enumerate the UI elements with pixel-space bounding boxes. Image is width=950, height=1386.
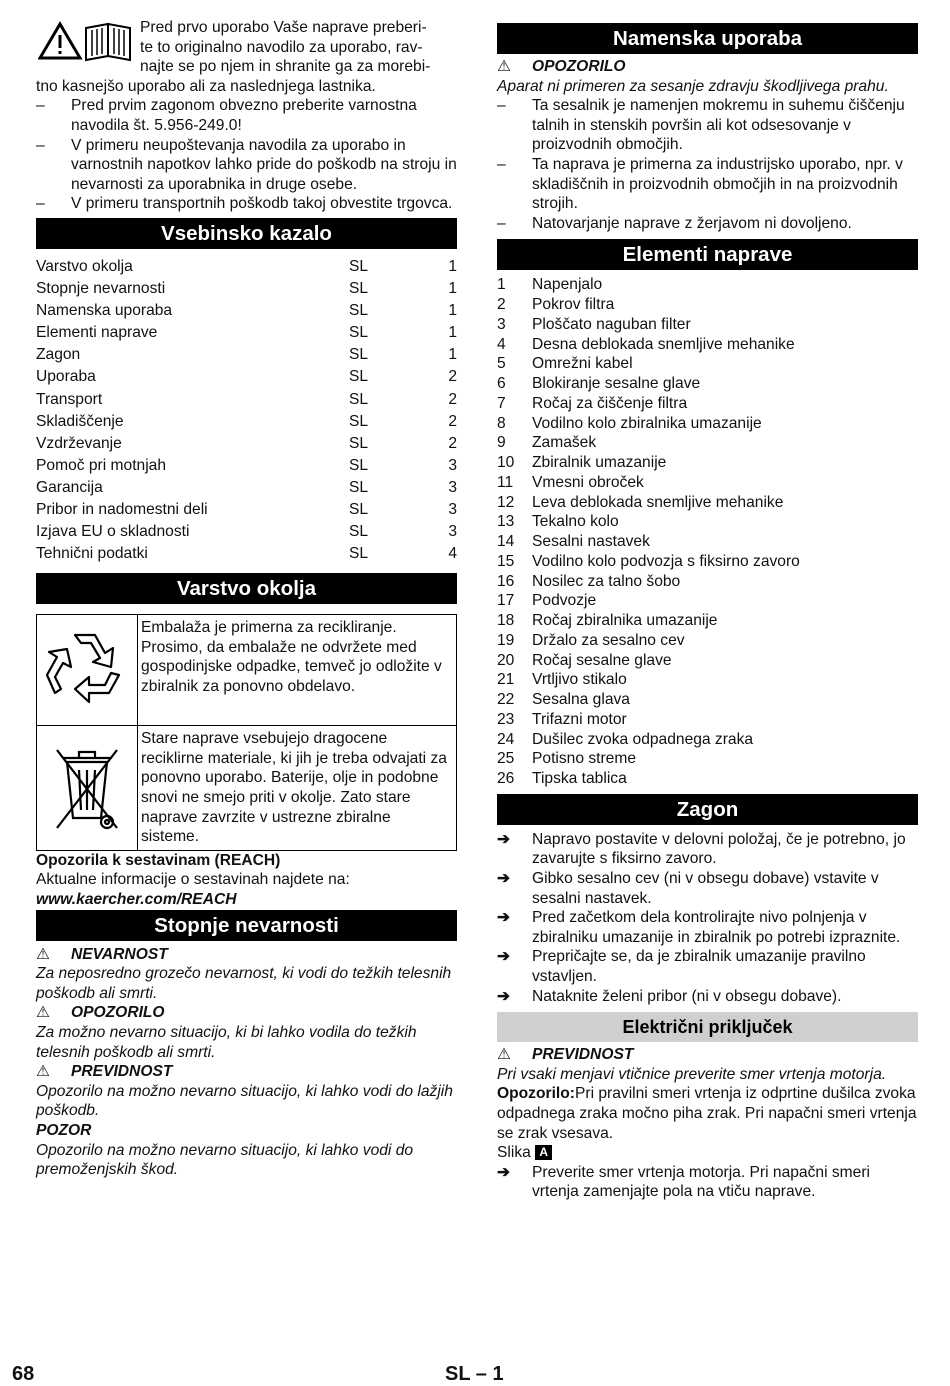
- note-text: Pri pravilni smeri vrtenja iz odprtine dušilca zvoka odpadnega zraka močno piha zrak. Pri napačni smeri vrtenja se zrak vsesava.: [497, 1085, 917, 1142]
- element-label: Podvozje: [532, 592, 597, 610]
- element-number: 12: [497, 493, 515, 511]
- recycle-icon: [37, 615, 138, 725]
- toc-page: 2: [448, 412, 457, 430]
- toc-heading: Vsebinsko kazalo: [36, 218, 457, 249]
- toc-page: 3: [448, 523, 457, 541]
- toc-page: 1: [448, 257, 457, 275]
- startup-step: [497, 987, 918, 1007]
- element-label: Omrežni kabel: [532, 355, 633, 373]
- element-label: Dušilec zvoka odpadnega zraka: [532, 730, 754, 748]
- toc-title: Varstvo okolja: [36, 257, 133, 275]
- element-number: 17: [497, 592, 515, 610]
- element-number: 26: [497, 770, 515, 788]
- read-manual-icon: [38, 20, 134, 62]
- element-label: Vmesni obroček: [532, 473, 644, 491]
- element-label: Ročaj za čiščenje filtra: [532, 394, 688, 412]
- element-item: [497, 532, 918, 552]
- hazard-label-warning: [36, 1003, 457, 1023]
- toc-code: SL: [349, 346, 369, 364]
- left-column: [36, 18, 457, 1180]
- element-number: 20: [497, 651, 515, 669]
- intended-use-block: [497, 57, 918, 233]
- toc-page: 1: [448, 324, 457, 342]
- element-label: Držalo za sesalno cev: [532, 631, 685, 649]
- intended-use-warning-text: Aparat ni primeren za sesanje zdravju škodljivega prahu.: [497, 77, 889, 95]
- toc-code: SL: [349, 434, 369, 452]
- intended-use-heading: Namenska uporaba: [497, 23, 918, 54]
- caution-label: PREVIDNOST: [532, 1046, 634, 1064]
- element-label: Pokrov filtra: [532, 296, 615, 314]
- element-item: [497, 335, 918, 355]
- startup-step-text: Nataknite želeni pribor (ni v obsegu dobave).: [532, 987, 842, 1005]
- toc-code: SL: [349, 545, 369, 563]
- element-label: Tipska tablica: [532, 770, 627, 788]
- note-label: Opozorilo:: [497, 1085, 575, 1103]
- element-item: [497, 552, 918, 572]
- warning-icon: ⚠: [497, 1046, 511, 1064]
- hazard-label-danger: [36, 945, 457, 965]
- electrical-note: [497, 1084, 918, 1143]
- arrow-right-icon: ➔: [497, 1163, 511, 1181]
- environment-row-recycle: [37, 615, 456, 725]
- intended-use-item-text: Ta sesalnik je namenjen mokremu in suhemu čiščenju talnih in stenskih površin ali kot odsesovanje v proizvodnih območjih.: [532, 97, 905, 154]
- intro-block: [36, 18, 457, 214]
- dash-marker: –: [36, 97, 45, 115]
- element-number: 22: [497, 691, 515, 709]
- toc-title: Stopnje nevarnosti: [36, 280, 166, 298]
- element-number: 1: [497, 276, 506, 294]
- toc-row[interactable]: [36, 433, 457, 455]
- toc-row[interactable]: [36, 389, 457, 411]
- toc-title: Namenska uporaba: [36, 302, 173, 320]
- element-label: Zamašek: [532, 434, 597, 452]
- hazard-label-caution: [36, 1062, 457, 1082]
- element-label: Desna deblokada snemljive mehanike: [532, 335, 795, 353]
- toc-page: 2: [448, 390, 457, 408]
- toc-title: Garancija: [36, 478, 103, 496]
- element-number: 5: [497, 355, 506, 373]
- element-label: Tekalno kolo: [532, 513, 619, 531]
- recycle-text: Embalaža je primerna za recikliranje. Prosimo, da embalaže ne odvržete med gospodinjske odpadke, temveč jo odložite v zbiralnik za ponovno obdelavo.: [141, 619, 442, 696]
- element-item: [497, 670, 918, 690]
- toc-page: 1: [448, 346, 457, 364]
- element-label: Zbiralnik umazanije: [532, 454, 667, 472]
- dash-marker: –: [36, 195, 45, 213]
- element-item: [497, 433, 918, 453]
- intro-item: [36, 194, 457, 214]
- manual-safety-icons: [38, 20, 134, 62]
- toc-title: Transport: [36, 390, 103, 408]
- toc-code: SL: [349, 324, 369, 342]
- element-label: Ploščato naguban filter: [532, 315, 691, 333]
- toc-code: SL: [349, 500, 369, 518]
- toc-page: 3: [448, 478, 457, 496]
- intro-item: [36, 96, 457, 135]
- dash-marker: –: [497, 155, 506, 173]
- element-label: Trifazni motor: [532, 710, 627, 728]
- element-number: 24: [497, 730, 515, 748]
- element-item: [497, 572, 918, 592]
- toc-row[interactable]: [36, 322, 457, 344]
- warning-icon: ⚠: [497, 58, 511, 75]
- element-number: 16: [497, 572, 515, 590]
- hazard-label-notice: POZOR: [36, 1121, 92, 1139]
- element-item: [497, 394, 918, 414]
- hazard-label: PREVIDNOST: [71, 1063, 173, 1081]
- element-label: Vrtljivo stikalo: [532, 671, 627, 689]
- section-page-label: [445, 1365, 504, 1385]
- arrow-right-icon: ➔: [497, 909, 511, 927]
- element-number: 13: [497, 513, 515, 531]
- intended-use-item-text: Natovarjanje naprave z žerjavom ni dovoljeno.: [532, 214, 852, 232]
- right-column: [497, 23, 918, 1202]
- element-item: [497, 631, 918, 651]
- element-number: 9: [497, 434, 506, 452]
- elements-list: [497, 275, 918, 789]
- toc-title: Vzdrževanje: [36, 434, 122, 452]
- toc-row[interactable]: [36, 344, 457, 366]
- element-number: 8: [497, 414, 506, 432]
- figure-a-badge: A: [535, 1145, 552, 1160]
- intro-lead-rest: tno kasnejšo uporabo ali za naslednjega lastnika.: [36, 77, 376, 95]
- toc-page: 2: [448, 368, 457, 386]
- toc-row[interactable]: [36, 411, 457, 433]
- element-label: Ročaj zbiralnika umazanije: [532, 612, 718, 630]
- element-item: [497, 493, 918, 513]
- element-number: 19: [497, 631, 515, 649]
- reach-text: Aktualne informacije o sestavinah najdete na:: [36, 871, 350, 889]
- element-label: Leva deblokada snemljive mehanike: [532, 493, 784, 511]
- element-number: 4: [497, 335, 506, 353]
- toc-page: 4: [448, 545, 457, 563]
- intended-use-item: [497, 155, 918, 214]
- startup-step: [497, 947, 918, 986]
- startup-step: [497, 869, 918, 908]
- toc-page: 1: [448, 302, 457, 320]
- electrical-heading: Električni priključek: [497, 1012, 918, 1042]
- environment-row-disposal: [37, 725, 456, 850]
- warning-icon: ⚠: [36, 945, 50, 963]
- warning-icon: ⚠: [36, 1063, 50, 1081]
- toc-row[interactable]: [36, 256, 457, 278]
- startup-step-text: Pred začetkom dela kontrolirajte nivo polnjenja v zbiralniku umazanije in zbiralnik po potrebi izpraznite.: [532, 909, 901, 946]
- toc-code: SL: [349, 523, 369, 541]
- hazard-heading: Stopnje nevarnosti: [36, 910, 457, 941]
- toc-title: Tehnični podatki: [36, 545, 148, 563]
- electrical-step-text: Preverite smer vrtenja motorja. Pri napačni smeri vrtenja zamenjajte pola na vtiču naprave.: [532, 1163, 870, 1201]
- warning-icon: ⚠: [36, 1004, 50, 1022]
- element-label: Nosilec za talno šobo: [532, 572, 681, 590]
- element-number: 2: [497, 296, 506, 314]
- elements-heading: Elementi naprave: [497, 239, 918, 270]
- element-number: 3: [497, 315, 506, 333]
- hazard-text: Opozorilo na možno nevarno situacijo, ki lahko vodi do premoženjskih škod.: [36, 1141, 414, 1179]
- element-label: Sesalna glava: [532, 691, 630, 709]
- toc-code: SL: [349, 302, 369, 320]
- startup-step: [497, 908, 918, 947]
- element-label: Napenjalo: [532, 276, 603, 294]
- element-number: 10: [497, 454, 515, 472]
- section-page: – 1: [475, 1363, 504, 1385]
- element-number: 6: [497, 375, 506, 393]
- hazard-text: Opozorilo na možno nevarno situacijo, ki lahko vodi do lažjih poškodb.: [36, 1082, 453, 1120]
- element-item: [497, 315, 918, 335]
- toc-code: SL: [349, 368, 369, 386]
- element-label: Potisno streme: [532, 750, 637, 768]
- toc-code: SL: [349, 257, 369, 275]
- startup-heading: Zagon: [497, 794, 918, 825]
- dash-marker: –: [36, 136, 45, 154]
- electrical-caution: [497, 1045, 918, 1065]
- figure-label: Slika: [497, 1144, 531, 1162]
- toc-code: SL: [349, 478, 369, 496]
- hazard-levels: [36, 945, 457, 1180]
- toc-row[interactable]: [36, 477, 457, 499]
- element-label: Blokiranje sesalne glave: [532, 375, 701, 393]
- reach-link[interactable]: www.kaercher.com/REACH: [36, 891, 237, 908]
- hazard-label: OPOZORILO: [71, 1004, 165, 1022]
- toc-row[interactable]: [36, 455, 457, 477]
- intro-lead-line: najte se po njem in shranite ga za morebi-: [140, 58, 431, 76]
- element-number: 11: [497, 473, 514, 491]
- toc-page: 3: [448, 500, 457, 518]
- intended-use-item: [497, 96, 918, 155]
- element-label: Sesalni nastavek: [532, 533, 650, 551]
- intro-lead-line: te to originalno navodilo za uporabo, rav-: [140, 38, 423, 56]
- intro-item-text: V primeru transportnih poškodb takoj obvestite trgovca.: [71, 195, 453, 213]
- hazard-text: Za neposredno grozečo nevarnost, ki vodi do težkih telesnih poškodb ali smrti.: [36, 965, 452, 1002]
- startup-step-text: Napravo postavite v delovni položaj, če je potrebno, jo zavarujte s fiksirno zavoro.: [532, 830, 906, 868]
- element-label: Vodilno kolo podvozja s fiksirno zavoro: [532, 552, 800, 570]
- toc-list: [36, 256, 457, 565]
- element-item: [497, 414, 918, 434]
- intended-use-item-text: Ta naprava je primerna za industrijsko uporabo, npr. v skladiščnih in proizvodnih območjih in na proizvodnih strojih.: [532, 155, 903, 213]
- electrical-step: [497, 1163, 918, 1202]
- element-number: 25: [497, 750, 515, 768]
- startup-step-text: Prepričajte se, da je zbiralnik umazanije pravilno vstavljen.: [532, 948, 866, 985]
- element-item: [497, 611, 918, 631]
- toc-row[interactable]: [36, 278, 457, 300]
- intended-use-item: [497, 214, 918, 234]
- element-item: [497, 275, 918, 295]
- intro-item-text: V primeru neupoštevanja navodila za uporabo in varnostnih napotkov lahko pride do poškodb na stroju in nevarnosti za uporabnika in druge osebe.: [71, 136, 457, 193]
- environment-table: [36, 614, 457, 851]
- crossed-bin-icon: [37, 726, 138, 850]
- element-item: [497, 354, 918, 374]
- element-label: Vodilno kolo zbiralnika umazanije: [532, 414, 762, 432]
- toc-page: 3: [448, 456, 457, 474]
- element-number: 23: [497, 710, 515, 728]
- disposal-text: Stare naprave vsebujejo dragocene reciklirne materiale, ki jih je treba odvajati za ponovno uporabo. Baterije, olje in podobne snovi ne smejo priti v okolje. Zato stare naprave zavrzite v ustrezne zbiralne sisteme.: [141, 730, 447, 846]
- page-number: 68: [12, 1363, 35, 1385]
- element-item: [497, 730, 918, 750]
- electrical-caution-text: Pri vsaki menjavi vtičnice preverite smer vrtenja motorja.: [497, 1065, 887, 1083]
- toc-title: Uporaba: [36, 368, 96, 386]
- section-code: SL: [445, 1363, 471, 1385]
- startup-step-text: Gibko sesalno cev (ni v obsegu dobave) vstavite v sesalni nastavek.: [532, 870, 879, 907]
- startup-steps: [497, 830, 918, 1006]
- element-item: [497, 453, 918, 473]
- toc-row[interactable]: [36, 300, 457, 322]
- toc-row[interactable]: [36, 543, 457, 565]
- element-item: [497, 591, 918, 611]
- element-item: [497, 295, 918, 315]
- toc-row[interactable]: [36, 521, 457, 543]
- reach-title: Opozorila k sestavinam (REACH): [36, 851, 281, 869]
- toc-page: 1: [448, 280, 457, 298]
- toc-row[interactable]: [36, 366, 457, 388]
- intro-item: [36, 136, 457, 195]
- element-number: 18: [497, 612, 515, 630]
- element-label: Ročaj sesalne glave: [532, 651, 672, 669]
- toc-page: 2: [448, 434, 457, 452]
- toc-code: SL: [349, 456, 369, 474]
- element-item: [497, 749, 918, 769]
- element-item: [497, 651, 918, 671]
- dash-marker: –: [497, 97, 506, 115]
- startup-step: [497, 830, 918, 869]
- electrical-block: [497, 1045, 918, 1202]
- toc-code: SL: [349, 390, 369, 408]
- environment-heading: Varstvo okolja: [36, 573, 457, 604]
- arrow-right-icon: ➔: [497, 948, 511, 966]
- toc-title: Elementi naprave: [36, 324, 158, 342]
- arrow-right-icon: ➔: [497, 830, 511, 848]
- dash-marker: –: [497, 214, 506, 232]
- toc-title: Zagon: [36, 346, 81, 364]
- element-item: [497, 690, 918, 710]
- toc-title: Izjava EU o skladnosti: [36, 523, 190, 541]
- arrow-right-icon: ➔: [497, 870, 511, 888]
- element-item: [497, 374, 918, 394]
- element-item: [497, 710, 918, 730]
- toc-title: Skladiščenje: [36, 412, 124, 430]
- element-number: 14: [497, 533, 515, 551]
- element-item: [497, 769, 918, 789]
- element-item: [497, 512, 918, 532]
- element-number: 15: [497, 552, 515, 570]
- hazard-label: NEVARNOST: [71, 945, 168, 963]
- element-number: 7: [497, 394, 506, 412]
- intended-use-warning: [497, 57, 918, 77]
- intro-lead-line: Pred prvo uporabo Vaše naprave preberi-: [140, 19, 427, 36]
- toc-title: Pribor in nadomestni deli: [36, 500, 208, 518]
- warning-label: OPOZORILO: [532, 58, 626, 75]
- toc-row[interactable]: [36, 499, 457, 521]
- toc-code: SL: [349, 412, 369, 430]
- element-number: 21: [497, 671, 515, 689]
- figure-reference: [497, 1143, 918, 1163]
- toc-title: Pomoč pri motnjah: [36, 456, 167, 474]
- toc-code: SL: [349, 280, 369, 298]
- hazard-text: Za možno nevarno situacijo, ki bi lahko vodila do težkih telesnih poškodb ali smrti.: [36, 1023, 417, 1061]
- arrow-right-icon: ➔: [497, 987, 511, 1005]
- element-item: [497, 473, 918, 493]
- intro-item-text: Pred prvim zagonom obvezno preberite varnostna navodila št. 5.956-249.0!: [71, 97, 417, 134]
